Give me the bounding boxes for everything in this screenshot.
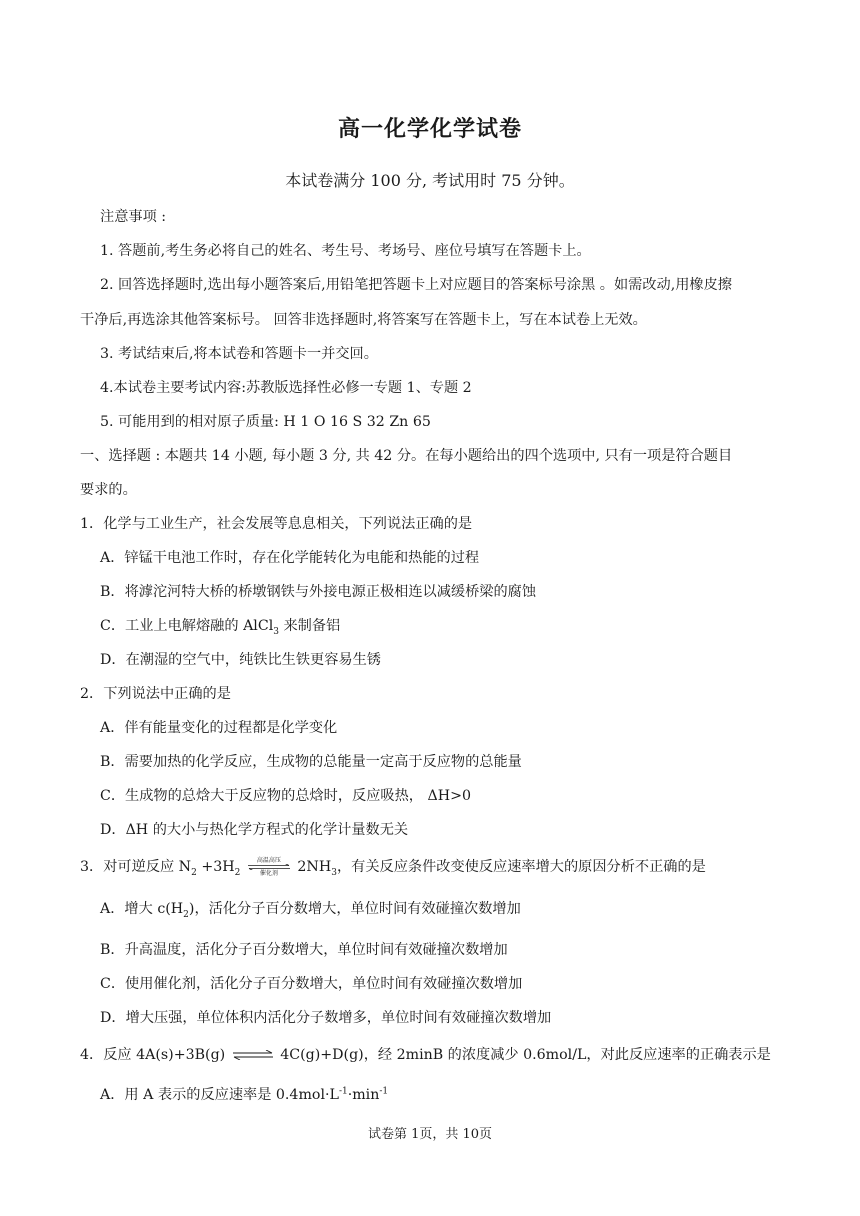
note-5: 5. 可能用到的相对原子质量: H 1 O 16 S 32 Zn 65 [100,414,431,430]
notes-heading: 注意事项 : [100,209,167,225]
note-1: 1. 答题前,考生务必将自己的姓名、考生号、考场号、座位号填写在答题卡上。 [100,243,591,259]
q1-option-d: D．在潮湿的空气中，纯铁比生铁更容易生锈 [100,652,381,668]
section-instructions-line-2: 要求的。 [80,482,137,498]
h2-subscript-a: 2 [183,909,189,920]
reversible-arrow-icon [247,857,291,877]
q4-stem-lead: 4．反应 4A(s)+3B(g) [80,1047,226,1063]
condition-top: 高温高压 [256,857,281,864]
q2-option-c: C．生成物的总焓大于反应物的总焓时，反应吸热， ΔH>0 [100,788,472,804]
q4-option-a [100,1085,388,1105]
q3-option-c: C．使用催化剂，活化分子百分数增大，单位时间有效碰撞次数增加 [100,976,523,992]
superscript-1: -1 [338,1086,348,1097]
q1-option-b: B．将滹沱河特大桥的桥墩钢铁与外接电源正极相连以减缓桥梁的腐蚀 [100,584,537,600]
q3-stem-lead: 3．对可逆反应 N [80,859,192,875]
superscript-2: -1 [379,1086,389,1097]
nh3-subscript: 3 [331,867,337,878]
q2-option-d: D．ΔH 的大小与热化学方程式的化学计量数无关 [100,822,409,838]
q3-stem-tail: ，有关反应条件改变使反应速率增大的原因分析不正确的是 [336,859,706,875]
q4-stem-tail: 4C(g)+D(g)，经 2minB 的浓度减少 0.6mol/L，对此反应速率的正确表示是 [280,1047,771,1063]
note-4: 4.本试卷主要考试内容:苏教版选择性必修一专题 1、专题 2 [100,380,472,396]
q3-option-a-lead: A．增大 c(H [100,901,184,917]
note-3: 3. 考试结束后,将本试卷和答题卡一并交回。 [100,346,378,362]
page-title: 高一化学化学试卷 [337,116,522,142]
q1-stem: 1．化学与工业生产，社会发展等息息相关，下列说法正确的是 [80,516,473,532]
equilibrium-arrow-icon [232,1050,274,1060]
q3-product: 2NH [297,859,332,875]
q3-option-a-tail: )，活化分子百分数增大，单位时间有效碰撞次数增加 [188,901,521,917]
q4-stem [80,1045,771,1065]
exam-info: 本试卷满分 100 分, 考试用时 75 分钟。 [285,171,575,190]
q2-option-b: B．需要加热的化学反应，生成物的总能量一定高于反应物的总能量 [100,754,522,770]
page-footer: 试卷第 1页，共 10页 [367,1127,493,1142]
q3-stem [80,857,706,877]
q3-option-a [100,899,521,919]
q1-option-a: A．锌锰干电池工作时，存在化学能转化为电能和热能的过程 [100,550,480,566]
alcl3-subscript: 3 [273,626,279,637]
q1-option-c-text: C．工业上电解熔融的 [100,618,244,634]
section-instructions-line-1: 一、选择题 : 本题共 14 小题, 每小题 3 分, 共 42 分。在每小题给出的四个选项中, 只有一项是符合题目 [80,448,733,464]
q3-option-d: D．增大压强，单位体积内活化分子数增多，单位时间有效碰撞次数增加 [100,1010,552,1026]
q2-option-a: A．伴有能量变化的过程都是化学变化 [100,720,338,736]
q3-plus-h2: +3H [196,859,235,875]
q4-option-a-lead: A．用 A 表示的反应速率是 0.4mol·L [100,1087,339,1103]
q1-option-c [100,616,340,636]
condition-bottom: 催化剂 [259,870,278,877]
q2-stem: 2．下列说法中正确的是 [80,686,231,702]
n2-subscript: 2 [191,867,197,878]
h2-subscript: 2 [234,867,241,878]
note-2-line-2: 干净后,再选涂其他答案标号。 回答非选择题时,将答案写在答题卡上，写在本试卷上无效。 [80,312,647,328]
alcl3-formula: AlCl [243,618,274,634]
q4-option-a-min: ·min [347,1087,380,1103]
q3-option-b: B．升高温度，活化分子百分数增大，单位时间有效碰撞次数增加 [100,942,508,958]
q1-option-c-tail: 来制备铝 [278,618,341,634]
note-2-line-1: 2. 回答选择题时,选出每小题答案后,用铅笔把答题卡上对应题目的答案标号涂黑 。如需改动,用橡皮擦 [100,277,732,293]
